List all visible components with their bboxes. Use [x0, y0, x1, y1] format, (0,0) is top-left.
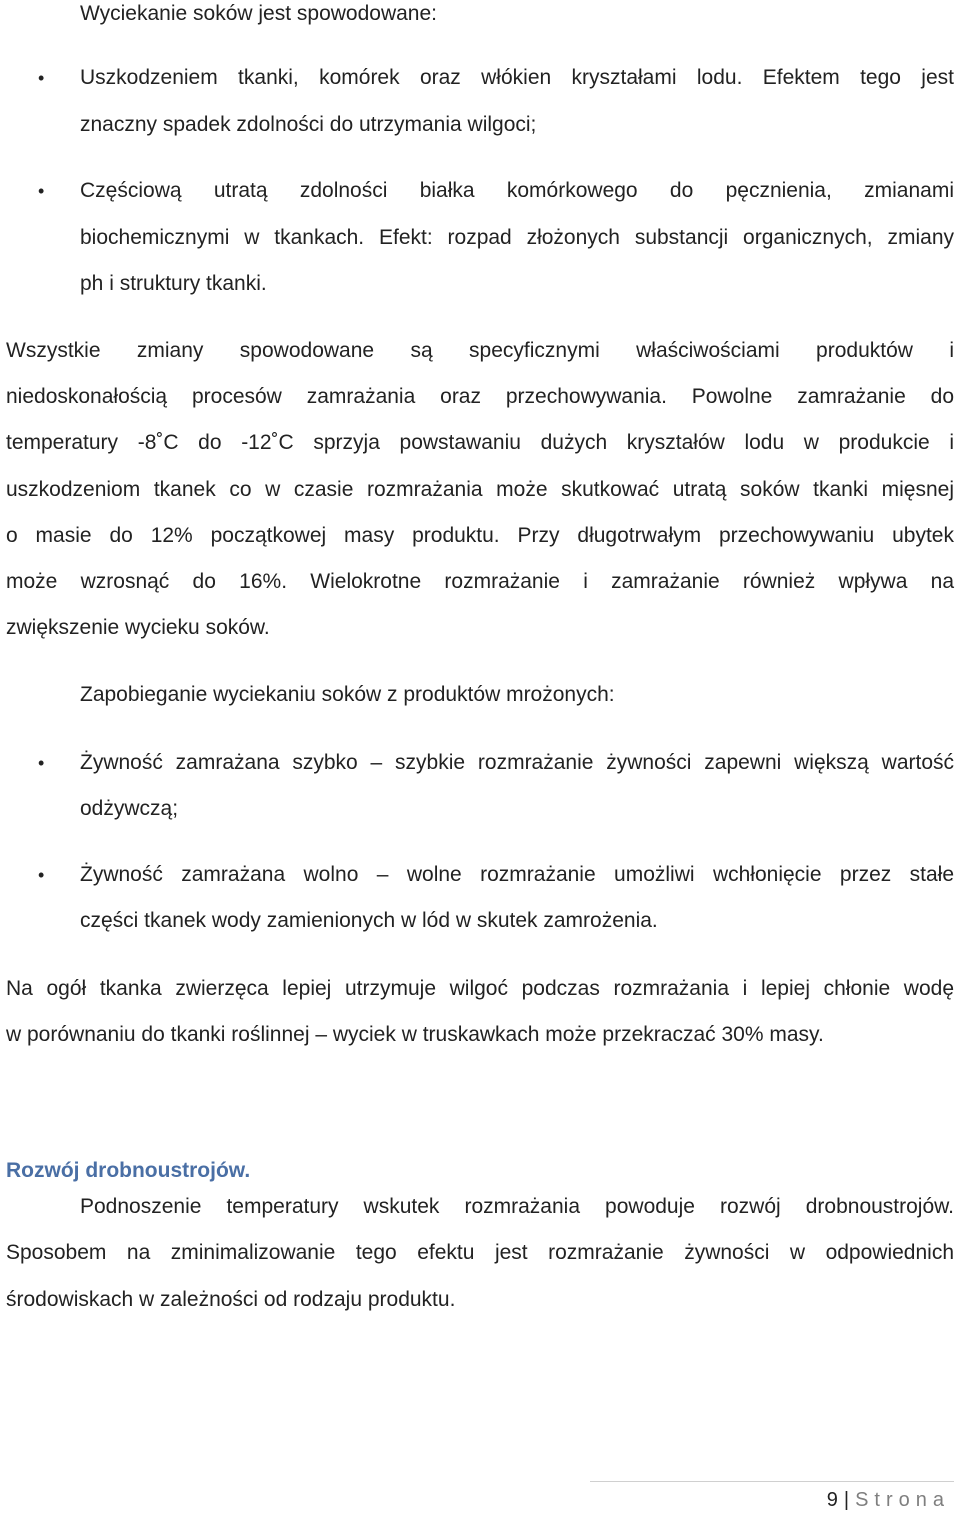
list-item-line: Częściową utratą zdolności białka komórkowego do pęcznienia, zmianami: [80, 179, 954, 202]
list-item-line: ph i struktury tkanki.: [80, 272, 267, 295]
paragraph-line: Sposobem na zminimalizowanie tego efektu jest rozmrażanie żywności w odpowiednich: [6, 1241, 954, 1264]
bullet-dot: •: [38, 865, 45, 885]
paragraph-line: uszkodzeniom tkanek co w czasie rozmrażania może skutkować utratą soków tkanki mięsnej: [6, 478, 954, 501]
list-item-line: Żywność zamrażana szybko – szybkie rozmrażanie żywności zapewni większą wartość: [80, 751, 954, 774]
section-heading: Rozwój drobnoustrojów.: [6, 1159, 251, 1182]
prevention-heading: Zapobieganie wyciekaniu soków z produktów mrożonych:: [80, 683, 615, 706]
paragraph-line: Podnoszenie temperatury wskutek rozmrażania powoduje rozwój drobnoustrojów.: [80, 1195, 954, 1218]
list-item-line: Uszkodzeniem tkanki, komórek oraz włókien kryształami lodu. Efektem tego jest: [80, 66, 954, 89]
footer-rule: [590, 1481, 954, 1482]
footer-separator: |: [843, 1489, 850, 1511]
paragraph-line: Na ogół tkanka zwierzęca lepiej utrzymuje wilgoć podczas rozmrażania i lepiej chłonie wodę: [6, 977, 954, 1000]
list-item-line: odżywczą;: [80, 797, 179, 820]
paragraph-line: w porównaniu do tkanki roślinnej – wyciek w truskawkach może przekraczać 30% masy.: [6, 1023, 824, 1046]
list-item-line: biochemicznymi w tkankach. Efekt: rozpad złożonych substancji organicznych, zmiany: [80, 226, 954, 249]
footer-label: Strona: [855, 1489, 950, 1511]
bullet-dot: •: [38, 753, 45, 773]
intro-heading: Wyciekanie soków jest spowodowane:: [80, 2, 437, 25]
paragraph-line: o masie do 12% początkowej masy produktu. Przy długotrwałym przechowywaniu ubytek: [6, 524, 954, 547]
paragraph-line: niedoskonałością procesów zamrażania oraz przechowywania. Powolne zamrażanie do: [6, 385, 954, 408]
bullet-dot: •: [38, 181, 45, 201]
page-number: 9: [826, 1489, 838, 1511]
list-item-line: Żywność zamrażana wolno – wolne rozmrażanie umożliwi wchłonięcie przez stałe: [80, 863, 954, 886]
list-item-line: części tkanek wody zamienionych w lód w skutek zamrożenia.: [80, 909, 658, 932]
paragraph-line: Wszystkie zmiany spowodowane są specyficznymi właściwościami produktów i: [6, 339, 954, 362]
paragraph-line: może wzrosnąć do 16%. Wielokrotne rozmrażanie i zamrażanie również wpływa na: [6, 570, 954, 593]
paragraph-line: zwiększenie wycieku soków.: [6, 616, 270, 639]
paragraph-line: środowiskach w zależności od rodzaju produktu.: [6, 1288, 456, 1311]
list-item-line: znaczny spadek zdolności do utrzymania wilgoci;: [80, 113, 537, 136]
page-footer: [827, 1487, 950, 1513]
paragraph-line: temperatury -8˚C do -12˚C sprzyja powstawaniu dużych kryształów lodu w produkcie i: [6, 431, 954, 454]
bullet-dot: •: [38, 68, 45, 88]
